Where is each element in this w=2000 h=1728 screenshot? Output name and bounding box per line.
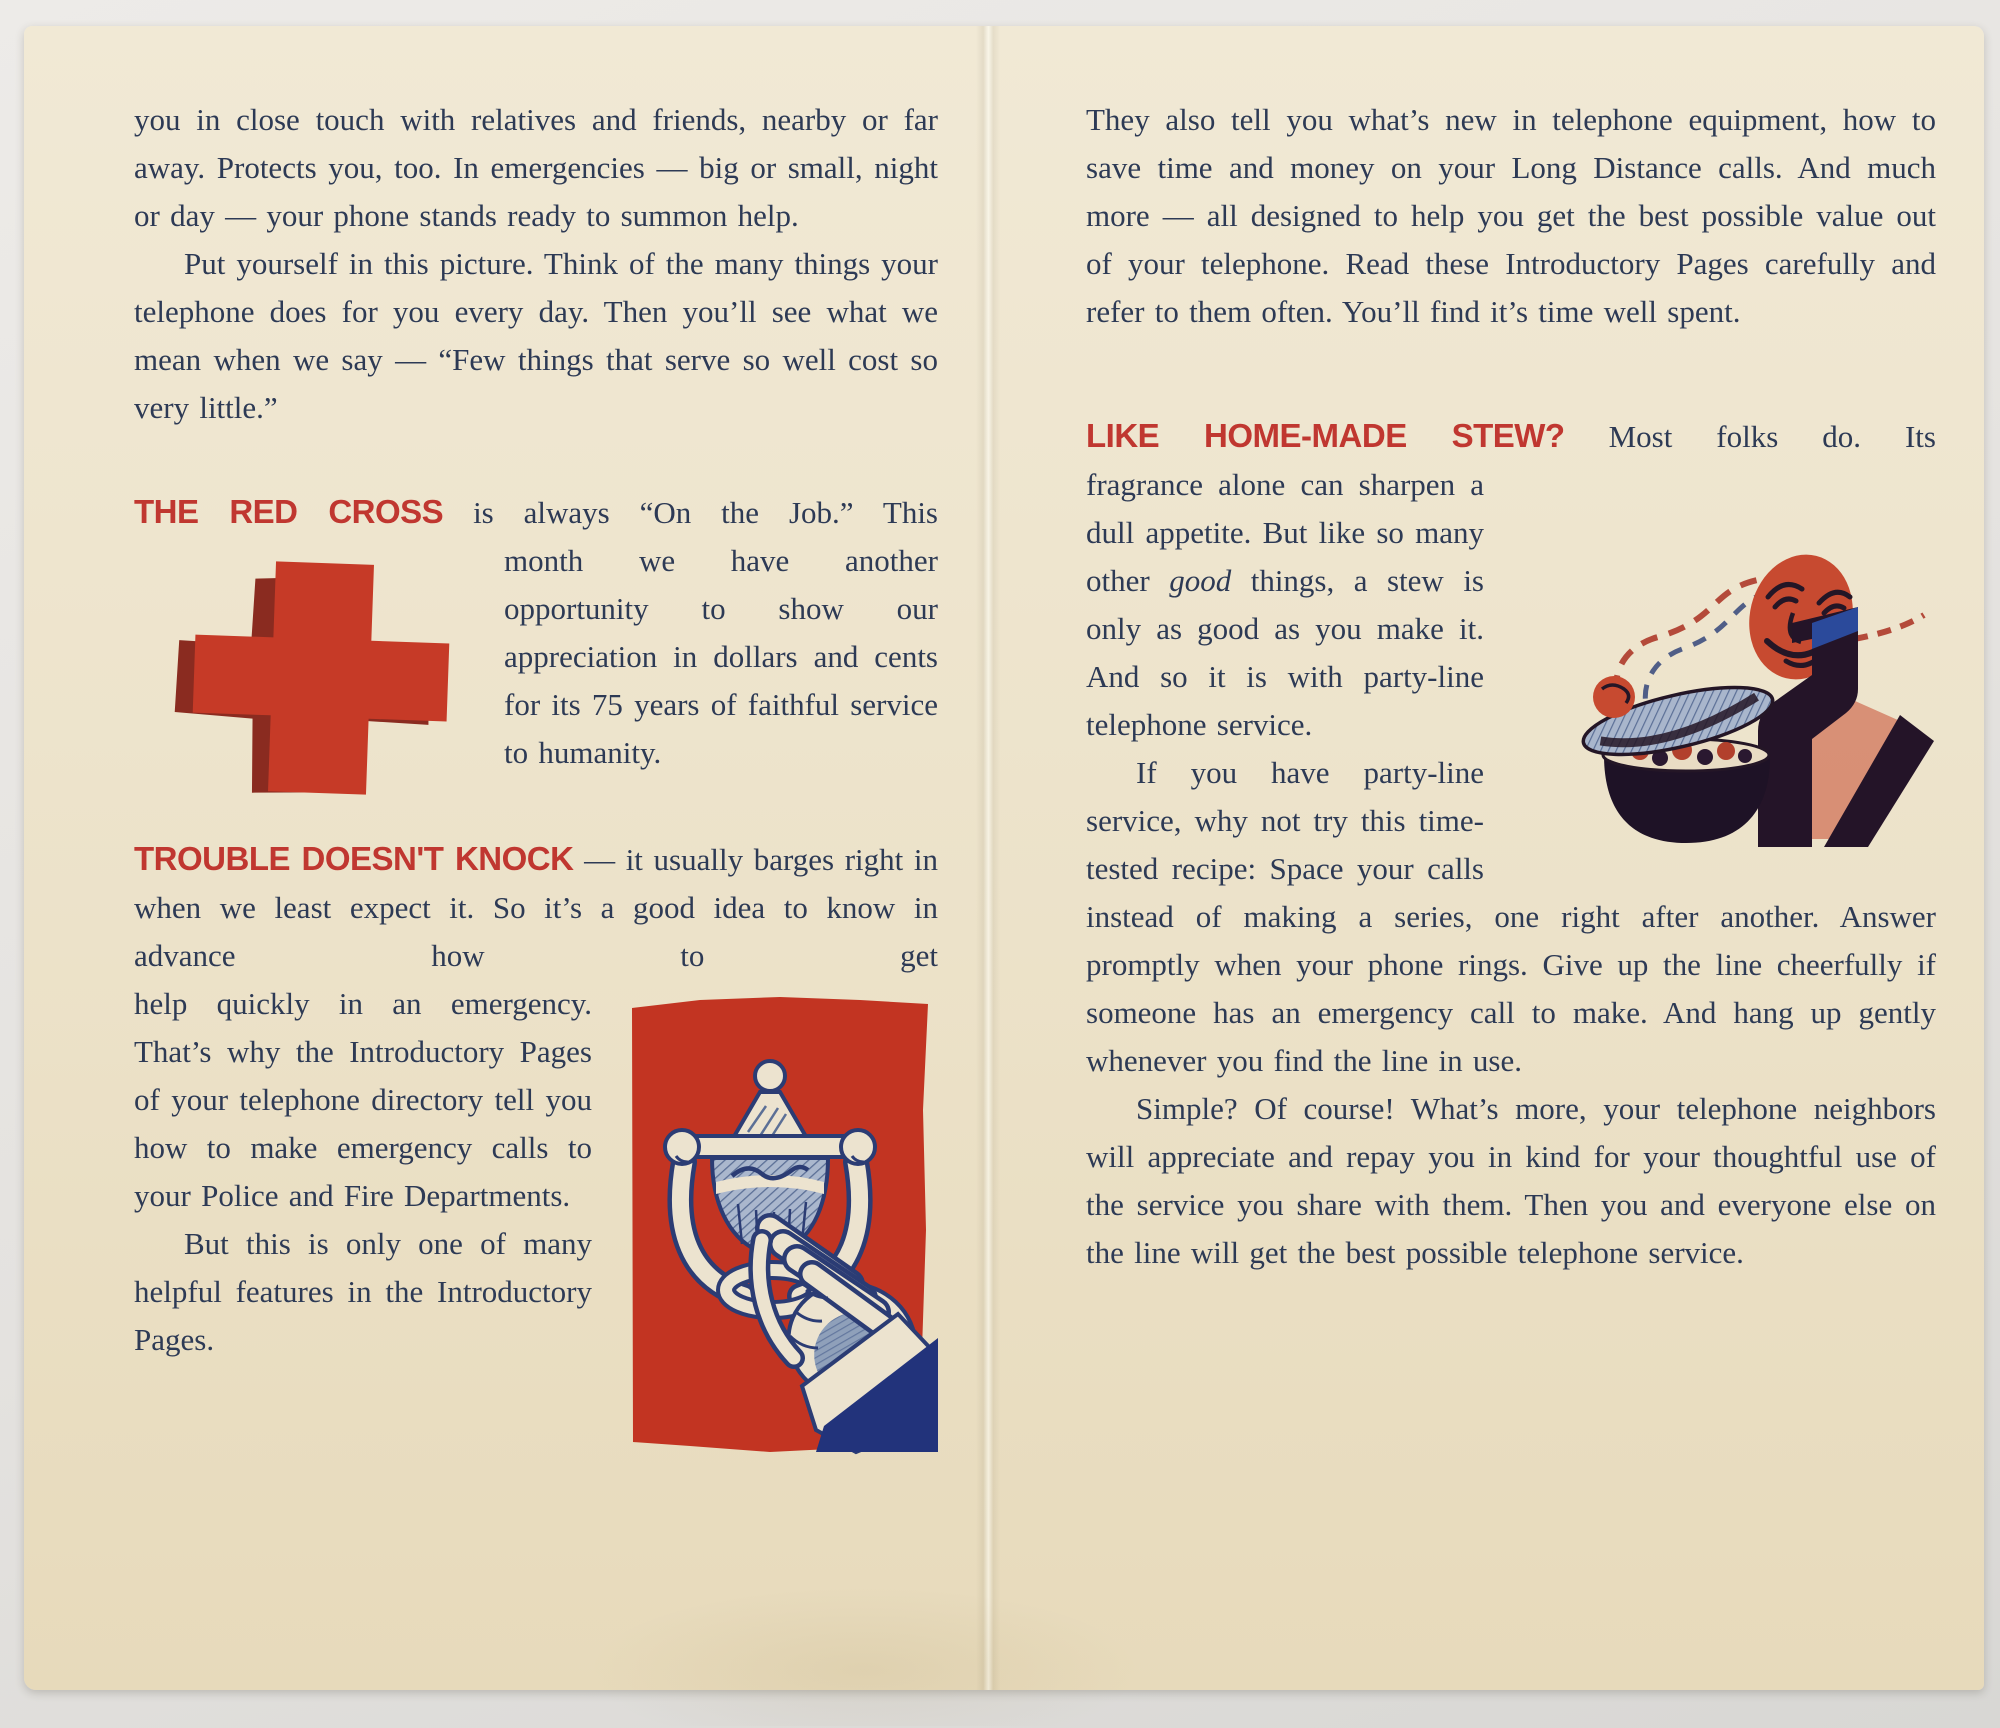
trouble-lead-text: — it usually barges right in when we least expect it. So it’s a good idea to know in advance how to get <box>134 842 938 973</box>
stew-italic-word: good <box>1169 563 1232 598</box>
trouble-paragraph-2: But this is only one of many helpful features in the Introductory Pages. <box>134 1226 592 1357</box>
stew-paragraph-2: If you have party-line service, why not try this time-tested recipe: Space your calls instead of making a series, one right after another. Answer promptly when your phone rings. Give up the line cheerfully if someone has an emergency call to make. And hang up gently whenever you find the line in use. <box>1086 755 1936 1078</box>
trouble-body: help quickly in an emergency. That’s why the Introductory Pages of your telephone directory tell you how to make emergency calls to your Police and Fire Departments. <box>134 986 592 1213</box>
red-cross-wrap <box>134 537 938 777</box>
left-page-column <box>134 26 938 1462</box>
red-cross-illustration <box>134 537 504 825</box>
stew-lead-line <box>1086 412 1936 461</box>
red-cross-heading: THE RED CROSS <box>134 493 444 530</box>
red-cross-icon <box>170 553 470 803</box>
stew-heading: LIKE HOME-MADE STEW? <box>1086 417 1565 454</box>
door-knocker-illustration <box>592 980 938 1462</box>
stew-section <box>1086 412 1936 1277</box>
stew-wrap <box>1086 461 1936 1277</box>
stew-pot-icon <box>1506 517 1936 847</box>
stew-paragraph-3: Simple? Of course! What’s more, your telephone neighbors will appreciate and repay you in kind for your thoughtful use of the service you share with them. Then you and everyone else on the line will get the best possible telephone service. <box>1086 1091 1936 1270</box>
paper-stain <box>584 1586 1144 1726</box>
trouble-section <box>134 835 938 1364</box>
right-paragraph-1: They also tell you what’s new in telephone equipment, how to save time and money on your Long Distance calls. And much more — all designed to help you get the best possible value out of your telephone. Read these Introductory Pages carefully and refer to them often. You’ll find it’s time well spent. <box>1086 102 1936 329</box>
stew-body-text: fragrance alone can sharpen a dull appetite. But like so many other <box>1086 467 1484 598</box>
red-cross-lead-line <box>134 488 938 537</box>
trouble-wrap <box>134 980 938 1364</box>
stew-illustration <box>1484 461 1936 893</box>
center-fold-crease <box>976 26 1000 1690</box>
trouble-heading: TROUBLE DOESN'T KNOCK <box>134 840 574 877</box>
red-cross-section <box>134 488 938 777</box>
door-knocker-icon <box>620 990 938 1460</box>
left-paragraph-2: Put yourself in this picture. Think of the many things your telephone does for you every day. Then you’ll see what we mean when we say — “Few things that serve so well cost so very little.” <box>134 246 938 425</box>
red-cross-body: month we have another opportunity to show our appreciation in dollars and cents for its 75 years of faithful service to humanity. <box>504 543 938 770</box>
left-paragraph-1: you in close touch with relatives and friends, nearby or far away. Protects you, too. In emergencies — big or small, night or day — your phone stands ready to summon help. <box>134 102 938 233</box>
stew-lead-text: Most folks do. Its <box>1564 419 1936 454</box>
right-page-column <box>1086 26 1936 1277</box>
trouble-lead-line <box>134 835 938 980</box>
pamphlet-paper <box>24 26 1984 1690</box>
stew-body-text-2: things, a stew is only as good as you make it. And so it is with party-line telephone service. <box>1086 563 1484 742</box>
red-cross-lead-text: is always “On the Job.” This <box>443 495 938 530</box>
